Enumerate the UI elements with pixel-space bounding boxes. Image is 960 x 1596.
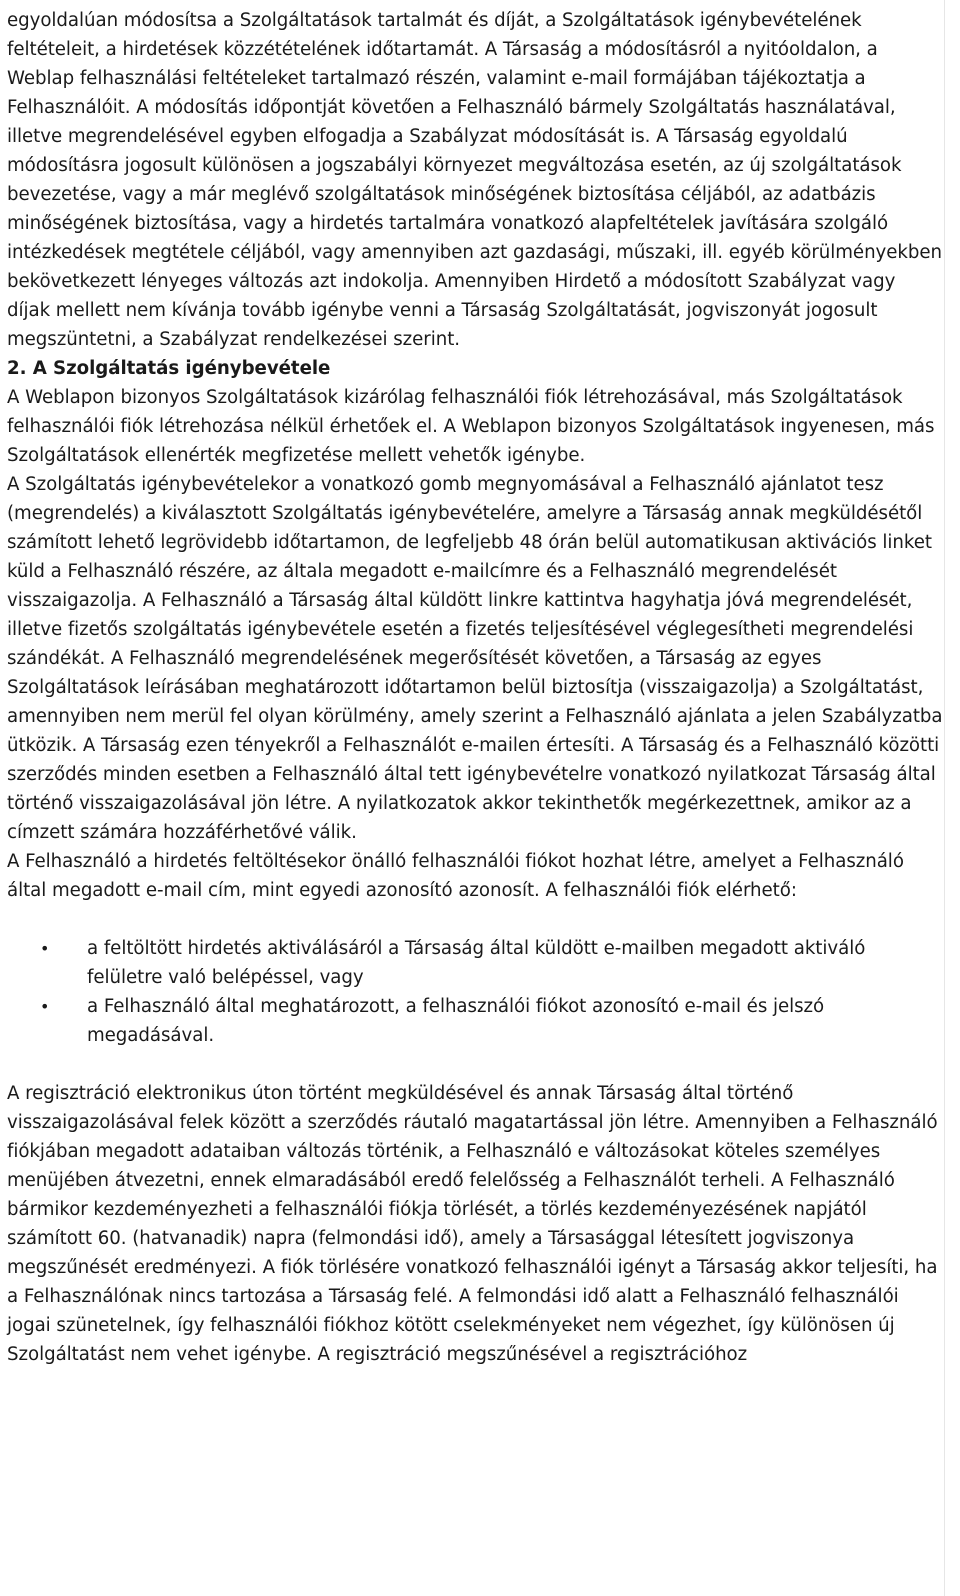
- account-access-list: [7, 934, 943, 1050]
- section-heading: 2. A Szolgáltatás igénybevétele: [7, 358, 331, 379]
- list-item: [7, 934, 943, 992]
- paragraph-user-account: A Felhasználó a hirdetés feltöltésekor önálló felhasználói fiókot hozhat létre, amelyet a Felhasználó által megadott e-mail cím, mint egyedi azonosító azonosít. A felhasználói fiók elérhető:: [7, 851, 904, 901]
- bullet-icon: •: [40, 939, 50, 958]
- paragraph-ordering-process: A Szolgáltatás igénybevételekor a vonatkozó gomb megnyomásával a Felhasználó ajánlatot tesz (megrendelés) a kiválasztott Szolgáltatás igénybevételére, amelyre a Társaság annak megküldésétől számított lehető legrövidebb időtartamon, de legfeljebb 48 órán belül automatikusan aktivációs linket küld a Felhasználó részére, az általa megadott e-mailcímre és a Felhasználó megrendelését visszaigazolja. A Felhasználó a Társaság által küldött linkre kattintva hagyhatja jóvá megrendelését, illetve fizetős szolgáltatás igénybevétele esetén a fizetés teljesítésével véglegesítheti megrendelési szándékát. A Felhasználó megrendelésének megerősítését követően, a Társaság az egyes Szolgáltatások leírásában meghatározott időtartamon belül biztosítja (visszaigazolja) a Szolgáltatást, amennyiben nem merül fel olyan körülmény, amely szerint a Felhasználó ajánlata a jelen Szabályzatba ütközik. A Társaság ezen tényekről a Felhasználót e-mailen értesíti. A Társaság és a Felhasználó közötti szerződés minden esetben a Felhasználó által tett igénybevételre vonatkozó nyilatkozat Társaság által történő visszaigazolásával jön létre. A nyilatkozatok akkor tekinthetők megérkezettnek, amikor az a címzett számára hozzáférhetővé válik.: [7, 474, 943, 843]
- list-item-text: a feltöltött hirdetés aktiválásáról a Társaság által küldött e-mailben megadott aktiváló felületre való belépéssel, vagy: [87, 938, 866, 988]
- paragraph-registration: A regisztráció elektronikus úton történt megküldésével és annak Társaság által történő visszaigazolásával felek között a szerződés ráutaló magatartással jön létre. Amennyiben a Felhasználó fiókjában megadott adataiban változás történik, a Felhasználó e változásokat köteles személyes menüjében átvezetni, ennek elmaradásából eredő felelősség a Felhasználót terheli. A Felhasználó bármikor kezdeményezheti a felhasználói fiókja törlését, a törlés kezdeményezésének napjától számított 60. (hatvanadik) napra (felmondási idő), amely a Társasággal létesített jogviszonya megszűnését eredményezi. A fiók törlésére vonatkozó felhasználói igényt a Társaság akkor teljesíti, ha a Felhasználónak nincs tartozása a Társaság felé. A felmondási idő alatt a Felhasználó felhasználói jogai szünetelnek, így felhasználói fiókhoz kötött cselekményeket nem végezhet, így különösen új Szolgáltatást nem vehet igénybe. A regisztráció megszűnésével a regisztrációhoz: [7, 1083, 938, 1365]
- list-item: [7, 992, 943, 1050]
- paragraph-service-access: A Weblapon bizonyos Szolgáltatások kizárólag felhasználói fiók létrehozásával, más Szolgáltatások felhasználói fiók létrehozása nélkül érhetőek el. A Weblapon bizonyos Szolgáltatások ingyenesen, más Szolgáltatások ellenérték megfizetése mellett vehetők igénybe.: [7, 387, 935, 466]
- bullet-icon: •: [40, 997, 50, 1016]
- document-body: [7, 6, 943, 1369]
- list-item-text: a Felhasználó által meghatározott, a felhasználói fiókot azonosító e-mail és jelszó megadásával.: [87, 996, 825, 1046]
- paragraph-modification-terms: egyoldalúan módosítsa a Szolgáltatások tartalmát és díját, a Szolgáltatások igénybevételének feltételeit, a hirdetések közzétételének időtartamát. A Társaság a módosításról a nyitóoldalon, a Weblap felhasználási feltételeket tartalmazó részén, valamint e-mail formájában tájékoztatja a Felhasználóit. A módosítás időpontját követően a Felhasználó bármely Szolgáltatás használatával, illetve megrendelésével egyben elfogadja a Szabályzat módosítását is. A Társaság egyoldalú módosításra jogosult különösen a jogszabályi környezet megváltozása esetén, az új szolgáltatások bevezetése, vagy a már meglévő szolgáltatások minőségének biztosítása céljából, az adatbázis minőségének biztosítása, vagy a hirdetés tartalmára vonatkozó alapfeltételek javítására szolgáló intézkedések megtétele céljából, vagy amennyiben azt gazdasági, műszaki, ill. egyéb körülményekben bekövetkezett lényeges változás azt indokolja. Amennyiben Hirdető a módosított Szabályzat vagy díjak mellett nem kívánja tovább igénybe venni a Társaság Szolgáltatását, jogviszonyát jogosult megszüntetni, a Szabályzat rendelkezései szerint.: [7, 10, 942, 350]
